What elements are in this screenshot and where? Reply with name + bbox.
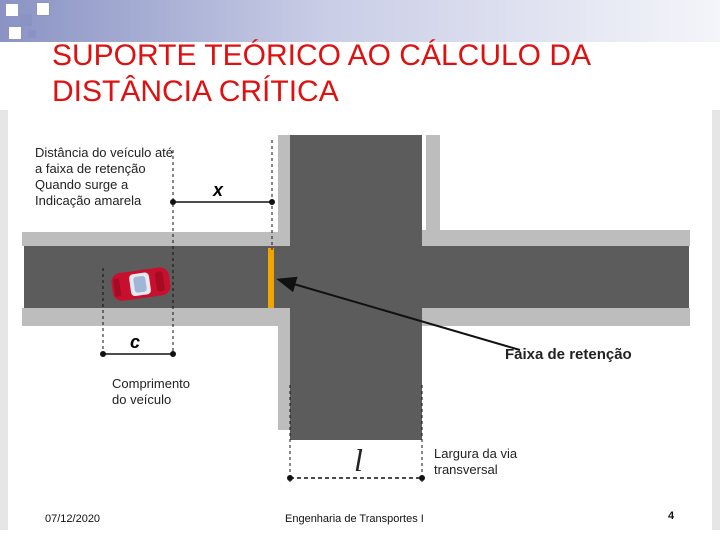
- label-l: l: [354, 442, 363, 478]
- page-number: 4: [668, 510, 675, 522]
- note-stopline: Faixa de retenção: [505, 346, 632, 363]
- horizontal-road-curb-top-left: [22, 232, 290, 246]
- horizontal-road-curb-top-right: [420, 230, 690, 246]
- slide-title: SUPORTE TEÓRICO AO CÁLCULO DA DISTÂNCIA CRÍTICA: [52, 39, 590, 108]
- horizontal-road-curb-bottom-right: [420, 308, 690, 326]
- footer-course: Engenharia de Transportes I: [285, 513, 424, 525]
- footer-date: 07/12/2020: [45, 513, 101, 525]
- horizontal-road-curb-bottom-left: [22, 308, 290, 326]
- vertical-road: [290, 135, 422, 440]
- label-x: x: [213, 180, 224, 200]
- note-distance: Distância do veículo até a faixa de retenção Quando surge a Indicação amarela: [35, 145, 174, 208]
- note-width: Largura da via transversal: [434, 446, 518, 477]
- vertical-road-curb-right: [426, 135, 440, 230]
- stop-line: [268, 248, 274, 308]
- note-length: Comprimento do veículo: [112, 376, 191, 407]
- label-c: c: [130, 332, 141, 352]
